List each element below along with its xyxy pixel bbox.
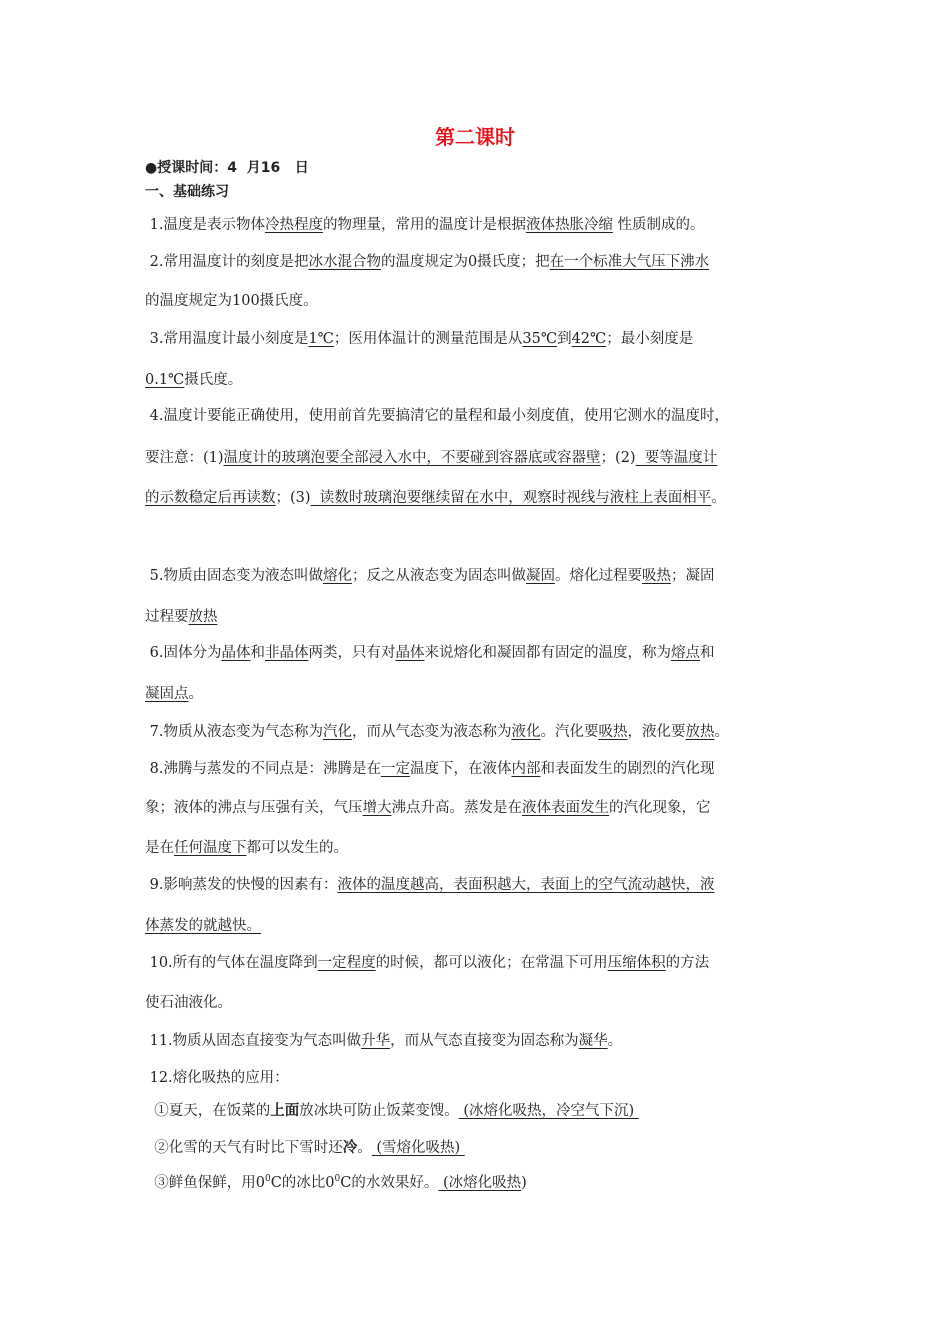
line-text: 的温度规定为0摄氏度；把: [380, 254, 550, 270]
text-line: [145, 837, 348, 859]
line-text: 使石油液化。: [145, 995, 232, 1011]
line-text: 两类，只有对: [308, 645, 396, 661]
answer-blank-text: 读数时玻璃泡要继续留在水中，观察时视线与液柱上表面相平: [310, 490, 712, 506]
answer-blank-text: (雪熔化吸热): [371, 1140, 465, 1156]
answer-blank-text: 凝固: [525, 568, 555, 584]
text-line: [145, 797, 711, 819]
text-line: [145, 758, 714, 780]
line-text: 沸点升高。蒸发是在: [391, 800, 522, 816]
answer-blank-text: 任何温度下: [174, 840, 247, 856]
answer-blank-text: 一定: [380, 761, 410, 777]
text-line: [145, 405, 729, 427]
answer-blank-text: (冰熔化吸热: [438, 1175, 522, 1191]
text-line: [145, 952, 709, 974]
text-line: [145, 1172, 527, 1194]
text-line: [145, 1067, 289, 1089]
line-text: 12.熔化吸热的应用：: [145, 1070, 289, 1086]
line-text: 。: [607, 1033, 623, 1049]
answer-blank-text: (冰熔化吸热，冷空气下沉): [458, 1103, 639, 1119]
answer-blank-text: 液体表面发生: [522, 800, 609, 816]
answer-blank-text: 晶体: [221, 645, 251, 661]
answer-blank-text: 凝华: [578, 1033, 608, 1049]
line-text: 放冰块可防止饭菜变馊。: [299, 1103, 459, 1119]
line-text: ；反之从液态变为固态叫做: [351, 568, 526, 584]
answer-blank-text: 放热: [685, 724, 715, 740]
answer-blank-text: 要等温度计: [635, 450, 718, 466]
line-text: ，而从气态直接变为固态称为: [390, 1033, 579, 1049]
lesson-date: ●授课时间：4 月16 日: [145, 160, 309, 176]
line-text: 9.影响蒸发的快慢的因素有：: [145, 877, 338, 893]
line-text: 冷: [342, 1139, 358, 1156]
line-text: 7.物质从液态变为气态称为: [145, 724, 323, 740]
text-line: [145, 915, 261, 937]
line-text: C的水效果好。: [340, 1175, 439, 1191]
line-text: 是在: [145, 840, 174, 856]
answer-blank-text: 内部: [511, 761, 541, 777]
line-text: ；(3): [275, 490, 311, 506]
answer-blank-text: 冰水混合物: [308, 254, 381, 270]
line-text: 性质制成的。: [612, 217, 705, 233]
text-line: [145, 369, 242, 391]
line-text: 0: [334, 1174, 341, 1185]
line-text: ②化雪的天气有时比下雪时还: [145, 1140, 343, 1156]
line-text: 到: [557, 331, 572, 347]
line-text: 过程要: [145, 609, 189, 625]
answer-blank-text: 冷热程度: [264, 217, 323, 233]
line-text: 0: [264, 1174, 271, 1185]
answer-blank-text: 熔点: [670, 645, 700, 661]
answer-blank-text: 一定程度: [317, 955, 376, 971]
text-line: [145, 1137, 465, 1159]
answer-blank-text: 压缩体积: [607, 955, 666, 971]
line-text: 3.常用温度计最小刻度是: [145, 331, 309, 347]
text-line: [145, 1100, 639, 1122]
text-line: [145, 214, 705, 236]
line-text: 10.所有的气体在温度降到: [145, 955, 318, 971]
answer-blank-text: 非晶体: [264, 645, 309, 661]
line-text: 1.温度是表示物体: [145, 217, 265, 233]
text-line: [145, 487, 726, 509]
line-text: 。: [711, 490, 726, 506]
line-text: 的方法: [665, 955, 710, 971]
text-line: [145, 290, 318, 312]
answer-blank-text: 在一个标准大气压下沸水: [549, 254, 710, 270]
answer-blank-text: 熔化: [322, 568, 352, 584]
line-text: 的汽化现象，它: [609, 800, 711, 816]
line-text: ): [521, 1175, 527, 1191]
answer-blank-text: 体蒸发的就越快。: [145, 918, 261, 934]
text-line: [145, 606, 218, 628]
line-text: 的时候，都可以液化；在常温下可用: [375, 955, 608, 971]
text-line: [145, 447, 717, 469]
text-line: [145, 992, 232, 1014]
line-text: 2.常用温度计的刻度是把: [145, 254, 309, 270]
line-text: 上面: [270, 1102, 300, 1119]
line-text: 的温度规定为100摄氏度。: [145, 293, 318, 309]
line-text: 。熔化过程要: [554, 568, 642, 584]
answer-blank-text: 增大: [362, 800, 392, 816]
line-text: 的物理量，常用的温度计是根据: [322, 217, 526, 233]
line-text: 来说熔化和凝固都有固定的温度，称为: [424, 645, 671, 661]
line-text: ；最小刻度是: [606, 331, 694, 347]
line-text: 4.温度计要能正确使用，使用前首先要搞清它的量程和最小刻度值，使用它测水的温度时，: [145, 408, 729, 424]
answer-blank-text: 晶体: [395, 645, 425, 661]
line-text: 和: [250, 645, 265, 661]
text-line: [145, 683, 203, 705]
text-line: [145, 874, 714, 896]
answer-blank-text: 液体的温度越高，表面积越大，表面上的空气流动越快，液: [337, 877, 715, 893]
line-text: 和: [699, 645, 715, 661]
answer-blank-text: 温度计的玻璃泡要全部浸入水中，不要碰到容器底或容器壁: [223, 450, 601, 466]
line-text: 11.物质从固态直接变为气态叫做: [145, 1033, 362, 1049]
answer-blank-text: 液体热胀冷缩: [525, 217, 613, 233]
text-line: [145, 328, 693, 350]
line-text: ③鲜鱼保鲜，用0: [145, 1175, 265, 1191]
line-text: 5.物质由固态变为液态叫做: [145, 568, 323, 584]
line-text: ；凝固: [670, 568, 715, 584]
answer-blank-text: 35℃: [522, 331, 558, 347]
section-heading: 一、基础练习: [145, 184, 229, 200]
line-text: 。: [357, 1140, 372, 1156]
answer-blank-text: 0.1℃: [145, 372, 185, 388]
line-text: 摄氏度。: [184, 372, 243, 388]
text-line: [145, 251, 709, 273]
answer-blank-text: 1℃: [308, 331, 334, 347]
line-text: 要注意：(1): [145, 450, 224, 466]
answer-blank-text: 的示数稳定后再读数: [145, 490, 276, 506]
line-text: 8.沸腾与蒸发的不同点是：沸腾是在: [145, 761, 381, 777]
line-text: 。: [714, 724, 729, 740]
line-text: C的冰比0: [270, 1175, 335, 1191]
line-text: ，而从气态变为液态称为: [351, 724, 512, 740]
answer-blank-text: 汽化: [322, 724, 352, 740]
line-text: 都可以发生的。: [246, 840, 348, 856]
line-text: 。: [188, 686, 203, 702]
line-text: 象；液体的沸点与压强有关，气压: [145, 800, 363, 816]
page-title: 第二课时: [435, 125, 515, 149]
line-text: ，液化要: [627, 724, 686, 740]
line-text: ①夏天，在饭菜的: [145, 1103, 271, 1119]
text-line: [145, 721, 729, 743]
line-text: 温度下，在液体: [409, 761, 512, 777]
line-text: ；(2): [600, 450, 636, 466]
text-line: [145, 1030, 622, 1052]
line-text: 和表面发生的剧烈的汽化现: [540, 761, 715, 777]
text-line: [145, 642, 714, 664]
line-text: 。汽化要: [540, 724, 599, 740]
answer-blank-text: 放热: [188, 609, 218, 625]
answer-blank-text: 凝固点: [145, 686, 189, 702]
line-text: 6.固体分为: [145, 645, 222, 661]
answer-blank-text: 液化: [511, 724, 541, 740]
text-line: [145, 565, 714, 587]
answer-blank-text: 升华: [361, 1033, 391, 1049]
answer-blank-text: 吸热: [598, 724, 628, 740]
answer-blank-text: 42℃: [571, 331, 607, 347]
line-text: ；医用体温计的测量范围是从: [333, 331, 523, 347]
answer-blank-text: 吸热: [641, 568, 671, 584]
